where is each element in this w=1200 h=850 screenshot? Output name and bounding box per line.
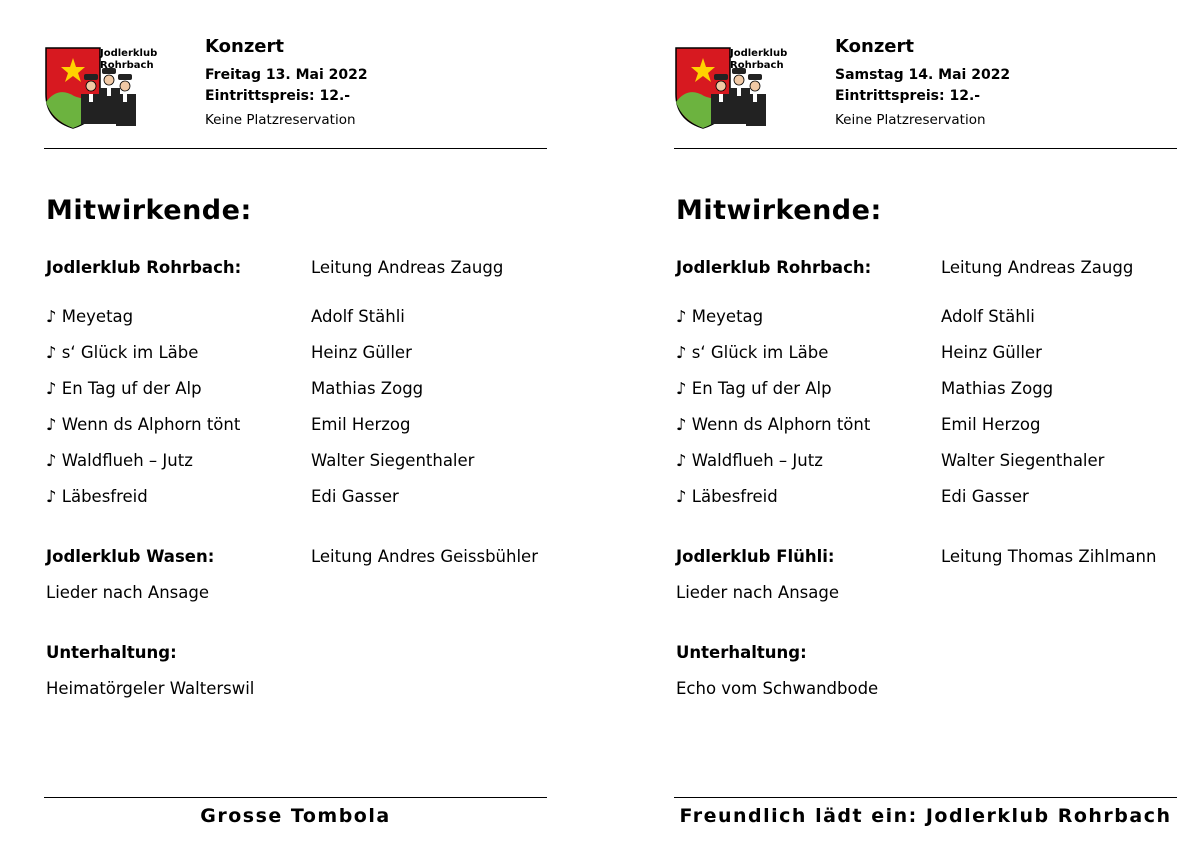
song-title: ♪ Waldflueh – Jutz <box>676 451 823 470</box>
song-composer: Adolf Stähli <box>311 307 405 326</box>
song-composer: Walter Siegenthaler <box>941 451 1105 470</box>
concert-date: Freitag 13. Mai 2022 <box>205 67 368 83</box>
club2-name: Jodlerklub Wasen: <box>46 547 215 566</box>
entertainment-label: Unterhaltung: <box>46 643 177 662</box>
concert-title: Konzert <box>835 36 914 57</box>
entertainment-name: Heimatörgeler Walterswil <box>46 679 255 698</box>
song-title: ♪ Wenn ds Alphorn tönt <box>676 415 871 434</box>
club2-leader: Leitung Andres Geissbühler <box>311 547 538 566</box>
song-title: ♪ En Tag uf der Alp <box>46 379 202 398</box>
footer-text: Grosse Tombola <box>200 805 391 827</box>
club2-name: Jodlerklub Flühli: <box>676 547 835 566</box>
song-composer: Edi Gasser <box>311 487 399 506</box>
song-title: ♪ Wenn ds Alphorn tönt <box>46 415 241 434</box>
song-composer: Mathias Zogg <box>311 379 424 398</box>
song-title: ♪ Läbesfreid <box>46 487 148 506</box>
song-composer: Emil Herzog <box>941 415 1041 434</box>
club-logo <box>674 46 804 136</box>
flyer-left <box>32 0 552 850</box>
song-composer: Heinz Güller <box>941 343 1042 362</box>
club2-songs: Lieder nach Ansage <box>676 583 840 602</box>
song-title: ♪ s‘ Glück im Läbe <box>676 343 829 362</box>
performers-heading: Mitwirkende: <box>676 195 882 226</box>
concert-header <box>835 36 1010 128</box>
song-title: ♪ Waldflueh – Jutz <box>46 451 193 470</box>
logo-text-line-1: Jodlerklub <box>100 48 158 59</box>
song-title: ♪ Meyetag <box>46 307 134 326</box>
song-composer: Adolf Stähli <box>941 307 1035 326</box>
song-composer: Emil Herzog <box>311 415 411 434</box>
song-composer: Walter Siegenthaler <box>311 451 475 470</box>
footer-divider <box>44 797 547 798</box>
song-title: ♪ Läbesfreid <box>676 487 778 506</box>
performers-heading: Mitwirkende: <box>46 195 252 226</box>
club1-leader: Leitung Andreas Zaugg <box>941 258 1134 277</box>
ticket-price: Eintrittspreis: 12.- <box>835 88 981 104</box>
song-title: ♪ Meyetag <box>676 307 764 326</box>
song-composer: Mathias Zogg <box>941 379 1054 398</box>
header-divider <box>44 148 547 149</box>
concert-date: Samstag 14. Mai 2022 <box>835 67 1011 83</box>
reservation-note: Keine Platzreservation <box>835 112 986 128</box>
entertainment-name: Echo vom Schwandbode <box>676 679 879 698</box>
club1-name: Jodlerklub Rohrbach: <box>676 258 872 277</box>
flyer-right <box>662 0 1182 850</box>
club-logo <box>44 46 174 136</box>
song-title: ♪ s‘ Glück im Läbe <box>46 343 199 362</box>
footer-text: Freundlich lädt ein: Jodlerklub Rohrbach <box>679 805 1172 827</box>
ticket-price: Eintrittspreis: 12.- <box>205 88 351 104</box>
entertainment-label: Unterhaltung: <box>676 643 807 662</box>
club2-songs: Lieder nach Ansage <box>46 583 210 602</box>
song-composer: Heinz Güller <box>311 343 412 362</box>
logo-text-line-1: Jodlerklub <box>730 48 788 59</box>
concert-title: Konzert <box>205 36 284 57</box>
song-title: ♪ En Tag uf der Alp <box>676 379 832 398</box>
club2-leader: Leitung Thomas Zihlmann <box>941 547 1157 566</box>
header-divider <box>674 148 1177 149</box>
logo-text-line-2: Rohrbach <box>100 60 154 71</box>
footer-divider <box>674 797 1177 798</box>
club1-leader: Leitung Andreas Zaugg <box>311 258 504 277</box>
logo-text-line-2: Rohrbach <box>730 60 784 71</box>
concert-header <box>205 36 368 128</box>
club1-name: Jodlerklub Rohrbach: <box>46 258 242 277</box>
reservation-note: Keine Platzreservation <box>205 112 356 128</box>
song-composer: Edi Gasser <box>941 487 1029 506</box>
